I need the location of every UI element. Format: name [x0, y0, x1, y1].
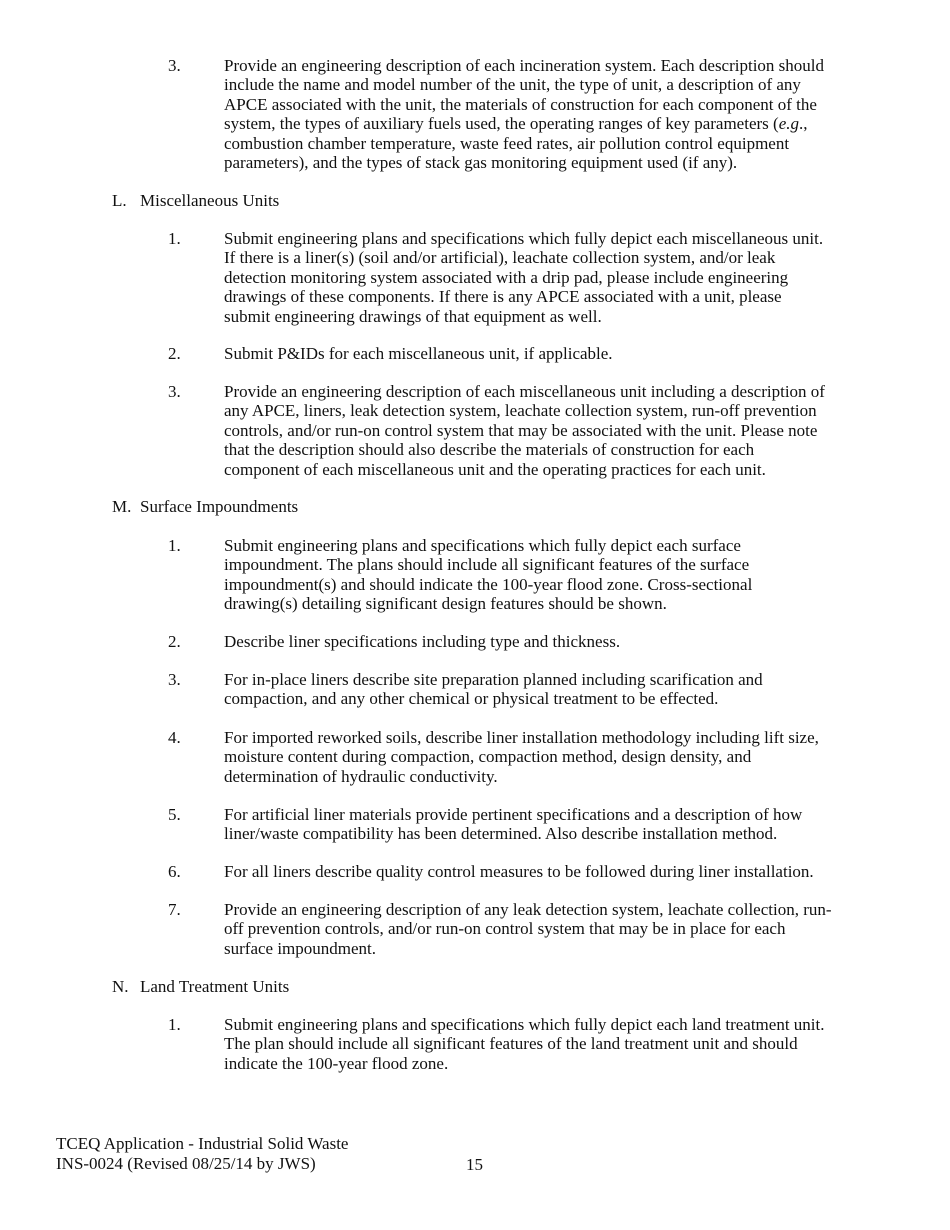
item-number: 2.	[168, 632, 181, 651]
item-number: 1.	[168, 229, 181, 248]
item-text: Submit engineering plans and specifications which fully depict each surface impoundment. The plans should include all significant features of the surface impoundment(s) and should indicate the 100-year flood zone. Cross-sectional drawing(s) detailing significant design features should be shown.	[224, 536, 753, 614]
section-heading-n	[112, 977, 289, 996]
section-letter: N.	[112, 977, 129, 996]
item-number: 1.	[168, 1015, 181, 1034]
item-text-emphasis: e.g	[778, 114, 799, 134]
item-number: 2.	[168, 344, 181, 363]
item-number: 6.	[168, 862, 181, 881]
item-number: 3.	[168, 670, 181, 689]
item-text: Submit engineering plans and specifications which fully depict each miscellaneous unit. If there is a liner(s) (soil and/or artificial), leachate collection system, and/or leak detection monitoring system associated with a drip pad, please include engineering drawings of these components. If there is any APCE associated with a unit, please submit engineering drawings of that equipment as well.	[224, 229, 824, 326]
item-text: For in-place liners describe site preparation planned including scarification and compaction, and any other chemical or physical treatment to be effected.	[224, 670, 763, 709]
item-text-part: ., combustion chamber temperature, waste feed rates, air pollution control equipment parameters), and the types of stack gas monitoring equipment used (if any).	[224, 114, 808, 173]
item-number: 5.	[168, 805, 181, 824]
item-text: For all liners describe quality control measures to be followed during liner installation.	[224, 862, 814, 881]
section-heading-m	[112, 497, 298, 516]
section-letter: L.	[112, 191, 127, 210]
section-title: Land Treatment Units	[140, 977, 290, 996]
item-text: Submit P&IDs for each miscellaneous unit, if applicable.	[224, 344, 613, 363]
item-text-part: Provide an engineering description of each incineration system. Each description should include the name and model number of the unit, the type of unit, a description of any APCE associated with the unit, the materials of construction for each component of the system, the types of auxiliary fuels used, the operating ranges of key parameters (	[224, 56, 825, 134]
item-number: 4.	[168, 728, 181, 747]
item-number: 1.	[168, 536, 181, 555]
page-number: 15	[466, 1155, 483, 1174]
section-title: Miscellaneous Units	[140, 191, 280, 210]
section-heading-l	[112, 191, 279, 210]
item-text: Describe liner specifications including type and thickness.	[224, 632, 621, 651]
page-footer	[56, 1134, 456, 1174]
item-text: Provide an engineering description of any leak detection system, leachate collection, run- off prevention controls, and/or run-on control system that may be in place for each surface impoundment.	[224, 900, 832, 958]
footer-revision: INS-0024 (Revised 08/25/14 by JWS)	[56, 1154, 316, 1173]
item-number: 3.	[168, 382, 181, 401]
item-text	[224, 56, 896, 172]
item-text: Submit engineering plans and specifications which fully depict each land treatment unit. The plan should include all significant features of the land treatment unit and should indicate the 100-year flood zone.	[224, 1015, 825, 1073]
item-number: 3.	[168, 56, 181, 75]
footer-form-title: TCEQ Application - Industrial Solid Waste	[56, 1134, 349, 1153]
item-text: Provide an engineering description of each miscellaneous unit including a description of any APCE, liners, leak detection system, leachate collection system, run-off prevention controls, and/or run-on control system that may be associated with the unit. Please note that the description should also describe the materials of construction for each component of each miscellaneous unit and the operating practices for each unit.	[224, 382, 825, 479]
item-text: For artificial liner materials provide pertinent specifications and a description of how liner/waste compatibility has been determined. Also describe installation method.	[224, 805, 803, 844]
section-title: Surface Impoundments	[140, 497, 299, 516]
item-text: For imported reworked soils, describe liner installation methodology including lift size, moisture content during compaction, compaction method, design density, and determination of hydraulic conductivity.	[224, 728, 819, 786]
item-number: 7.	[168, 900, 181, 919]
section-letter: M.	[112, 497, 132, 516]
